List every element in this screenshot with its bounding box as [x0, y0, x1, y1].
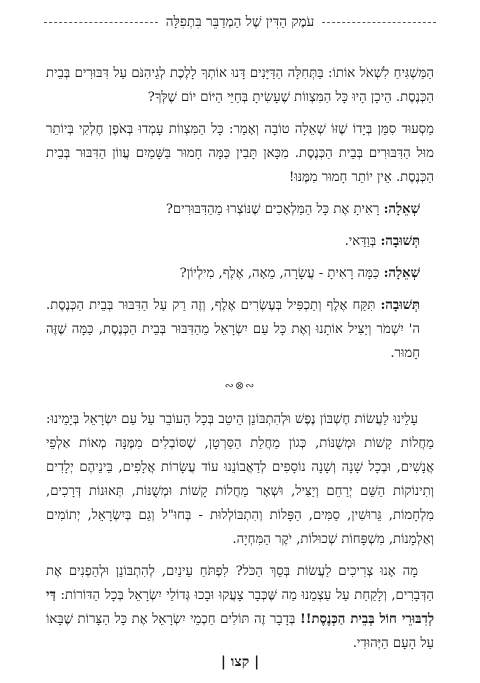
answer-text: בְּוַדַּאי.	[344, 234, 377, 249]
question-1	[46, 198, 420, 222]
answer-label: תְּשׁוּבָה:	[380, 234, 420, 249]
answer-1	[46, 230, 420, 254]
question-text: רָאִיתָ אֶת כָּל הַמַּלְאָכִים שֶׁנּוֹצְרוּ מֵהַדִּבּוּרִים?	[165, 202, 380, 217]
answer-2	[46, 294, 420, 366]
running-header-title: עֹמֶק הַדִּין שֶׁל הַמְדַבֵּר בִּתְפִלָּה	[165, 14, 315, 30]
running-header	[44, 14, 436, 30]
answer-label: תְּשׁוּבָה:	[380, 298, 420, 313]
paragraph-1: הַמַּשְׁגִּיחַ לִשְׁאֹל אוֹתוֹ: בַּתְּחִלָּה הַדַּיָּנִים דָּנוּ אוֹתְךָ לָלֶכֶת לְגֵיהִנֹּם עַל דִּבּוּרִים בְּבֵית הַכְּנֶסֶת. הֵיכָן הָיוּ כָּל הַמִּצְווֹת שֶׁעָשִׂיתָ בְּחַיֵּי הַיּוֹם יוֹם שֶׁלְּךָ?	[46, 66, 434, 105]
header-rule-left	[44, 22, 158, 23]
answer-text: תִּקַּח אֶלֶף וְתַכְפִּיל בְּעֶשְׂרִים אֶלֶף, וְזֶה רַק עַל הַדִּבּוּר בְּבֵית הַכְּנֶסֶת. ה' יִשְׁמֹר וְיַצִּיל אוֹתָנוּ וְאֶת כָּל עַם יִשְׂרָאֵל מֵהַדִּבּוּר בְּבֵית הַכְּנֶסֶת, כַּמָּה שֶׁזֶּה חָמוּר.	[46, 298, 420, 361]
paragraph-4-emphasis: דַּי לְדִבּוּרֵי חוֹל בְּבֵית הַכְּנֶסֶת!!	[46, 588, 434, 627]
question-label: שְׁאֵלָה:	[383, 202, 420, 217]
question-2	[46, 262, 420, 286]
paragraph-4-text-end: בְּדָבָר זֶה תּוֹלִים חַכְמֵי יִשְׂרָאֵל אֶת כָּל הַצָּרוֹת שֶׁבָּאוֹ עַל הָעָם הַיְּהוּדִי.	[46, 612, 434, 651]
page-body	[46, 62, 434, 664]
header-rule-right	[322, 22, 436, 23]
paragraph-4-text: מָה אָנוּ צְרִיכִים לַעֲשׂוֹת בְּסֵךְ הַכֹּל? לִפְתֹּחַ עֵינַיִם, לְהִתְבּוֹנֵן וּלְהַפְנִים אֶת הַדְּבָרִים, וְלָקַחַת עַל עַצְמֵנוּ מַה שֶּׁכְּבָר צָעֲקוּ וּבָכוּ גְּדוֹלֵי יִשְׂרָאֵל בְּכָל הַדּוֹרוֹת:	[46, 564, 434, 603]
page-number: | קצו |	[220, 654, 260, 670]
paragraph-4	[46, 560, 434, 656]
question-text: כַּמָּה רָאִיתָ - עֲשָׂרָה, מֵאָה, אֶלֶף, מִילְיוֹן?	[179, 266, 380, 281]
paragraph-2: מַסְעוּד סִמֵּן בְּיָדוֹ שֶׁזּוֹ שְׁאֵלָה טוֹבָה וְאָמַר: כָּל הַמִּצְווֹת עָמְדוּ בְּאֹפֶן חֶלְקִי בְּיוֹתֵר מוּל הַדִּבּוּרִים בְּבֵית הַכְּנֶסֶת. מִכָּאן תָּבִין כַּמָּה חָמוּר בַּשָּׁמַיִם עֲווֹן הַדִּבּוּר בְּבֵית הַכְּנֶסֶת. אֵין יוֹתֵר חָמוּר מִמֶּנּוּ!	[46, 122, 434, 185]
paragraph-3: עָלֵינוּ לַעֲשׂוֹת חֶשְׁבּוֹן נֶפֶשׁ וּלְהִתְבּוֹנֵן הֵיטֵב בְּכָל הָעוֹבֵר עַל עַם יִשְׂרָאֵל בְּיָמֵינוּ: מַחֲלוֹת קָשׁוֹת וּמְשֻׁנּוֹת, כְּגוֹן מַחֲלַת הַסַּרְטָן, שֶׁסּוֹבְלִים מִמֶּנָּה מְאוֹת אַלְפֵי אֲנָשִׁים, וּבְכָל שָׁנָה וְשָׁנָה נוֹסָפִים לְדַאֲבוֹנֵנוּ עוֹד עֲשָׂרוֹת אֲלָפִים, בֵּינֵיהֶם יְלָדִים וְתִינוֹקוֹת הַשֵּׁם יְרַחֵם וְיַצִּיל, וּשְׁאָר מַחֲלוֹת קָשׁוֹת וּמְשֻׁנּוֹת, תְּאוּנוֹת דְּרָכִים, מִלְחָמוֹת, גֵּרוּשִׁין, סַמִּים, הַפָּלוֹת וְהִתְבּוֹלְלוּת - בְּחוּ"ל וְגַם בְּיִשְׂרָאֵל, יְתוֹמִים וְאַלְמָנוֹת, מִשְׁפָּחוֹת שְׁכוּלוֹת, יֹקֶר הַמִּחְיָה.	[46, 412, 434, 547]
section-divider-ornament: ∾⊗∾	[224, 379, 256, 392]
question-label: שְׁאֵלָה:	[383, 266, 420, 281]
